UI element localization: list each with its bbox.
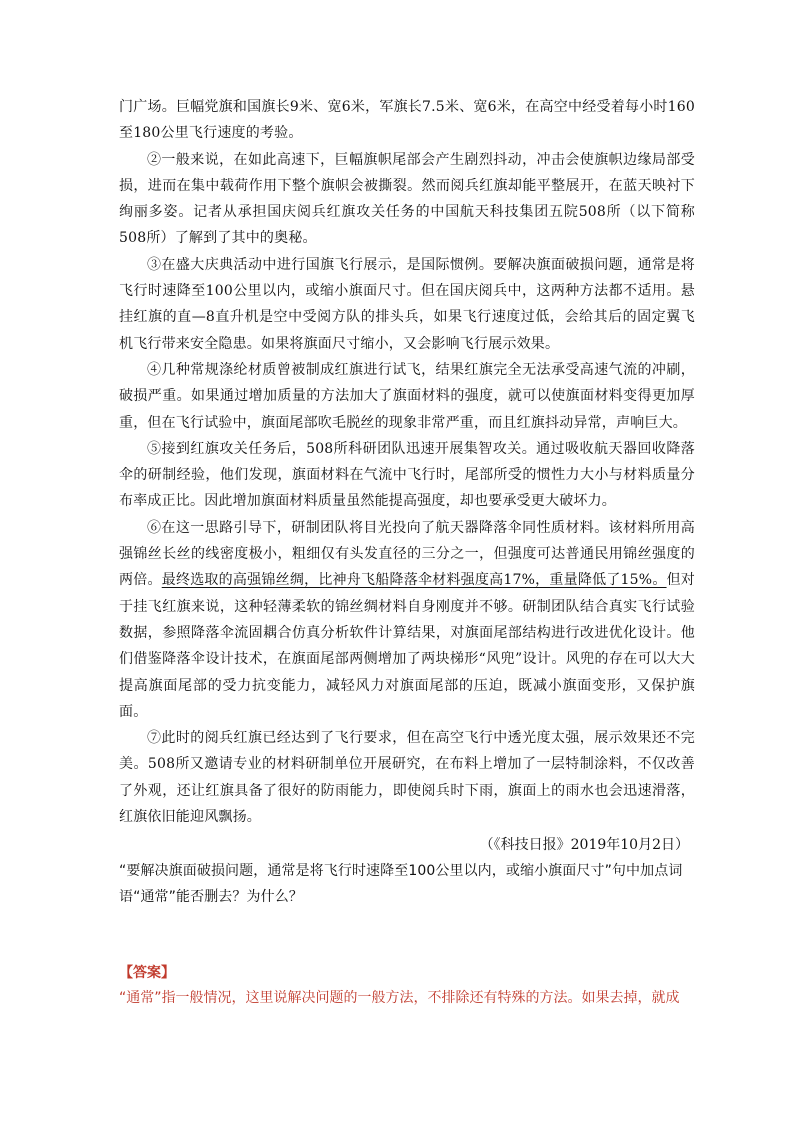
paragraph-1-continued: 门广场。巨幅党旗和国旗长9米、宽6米，军旗长7.5米、宽6米，在高空中经受着每小时160至180公里飞行速度的考验。 bbox=[119, 99, 695, 142]
paragraph-2: ②一般来说，在如此高速下，巨幅旗帜尾部会产生剧烈抖动，冲击会使旗帜边缘局部受损，进而在集中载荷作用下整个旗帜会被撕裂。然而阅兵红旗却能平整展开，在蓝天映衬下绚丽多姿。记者从承担国庆阅兵红旗攻关任务的中国航天科技集团五院508所（以下简称508所）了解到了其中的奥秘。 bbox=[119, 151, 695, 247]
paragraph-6-part-b: 但对于挂飞红旗来说，这种轻薄柔软的锦丝绸材料自身刚度并不够。研制团队结合真实飞行试验数据，参照降落伞流固耦合仿真分析软件计算结果，对旗面尾部结构进行改进优化设计。他们借鉴降落伞设计技术，在旗面尾部两侧增加了两块梯形“风兜”设计。风兜的存在可以大大提高旗面尾部的受力抗变能力，减轻风力对旗面尾部的压迫，既减小旗面变形，又保护旗面。 bbox=[119, 572, 695, 720]
answer-text: “通常”指一般情况，这里说解决问题的一般方法，不排除还有特殊的方法。如果去掉，就成 bbox=[119, 990, 680, 1006]
question-text: “要解决旗面破损问题，通常是将飞行时速降至100公里以内，或缩小旗面尺寸”句中加点词语“通常”能否删去？为什么？ bbox=[119, 863, 683, 906]
paragraph-3: ③在盛大庆典活动中进行国旗飞行展示，是国际惯例。要解决旗面破损问题，通常是将飞行时速降至100公里以内，或缩小旗面尺寸。但在国庆阅兵中，这两种方法都不适用。悬挂红旗的直—8直升机是空中受阅方队的排头兵，如果飞行速度过低，会给其后的固定翼飞机飞行带来安全隐患。如果将旗面尺寸缩小，又会影响飞行展示效果。 bbox=[119, 256, 695, 352]
paragraph-6-part-a: ⑥在这一思路引导下，研制团队将目光投向了航天器降落伞同性质材料。该材料所用高强锦丝长丝的线密度极小，粗细仅有头发直径的三分之一，但强度可达普通民用锦丝强度的两倍。 bbox=[119, 519, 695, 589]
paragraph-6 bbox=[119, 515, 695, 725]
paragraph-5: ⑤接到红旗攻关任务后，508所科研团队迅速开展集智攻关。通过吸收航天器回收降落伞的研制经验，他们发现，旗面材料在气流中飞行时，尾部所受的惯性力大小与材料质量分布率成正比。因此增加旗面材料质量虽然能提高强度，却也要承受更大破坏力。 bbox=[119, 440, 695, 510]
paragraph-4: ④几种常规涤纶材质曾被制成红旗进行试飞，结果红旗完全无法承受高速气流的冲刷，破损严重。如果通过增加质量的方法加大了旗面材料的强度，就可以使旗面材料变得更加厚重，但在飞行试验中，旗面尾部吹毛脱丝的现象非常严重，而且红旗抖动异常，声响巨大。 bbox=[119, 361, 695, 431]
article-body bbox=[119, 94, 695, 910]
article-source: （《科技日报》2019年10月2日） bbox=[479, 837, 689, 854]
answer-label: 【答案】 bbox=[119, 965, 175, 981]
underlined-sentence: 最终选取的高强锦丝绸，比神舟飞船降落伞材料强度高17%，重量降低了15%。 bbox=[161, 572, 667, 589]
paragraph-7: ⑦此时的阅兵红旗已经达到了飞行要求，但在高空飞行中透光度太强，展示效果还不完美。508所又邀请专业的材料研制单位开展研究，在布料上增加了一层特制涂料，不仅改善了外观，还让红旗具备了很好的防雨能力，即使阅兵时下雨，旗面上的雨水也会迅速滑落，红旗依旧能迎风飘扬。 bbox=[119, 730, 695, 826]
